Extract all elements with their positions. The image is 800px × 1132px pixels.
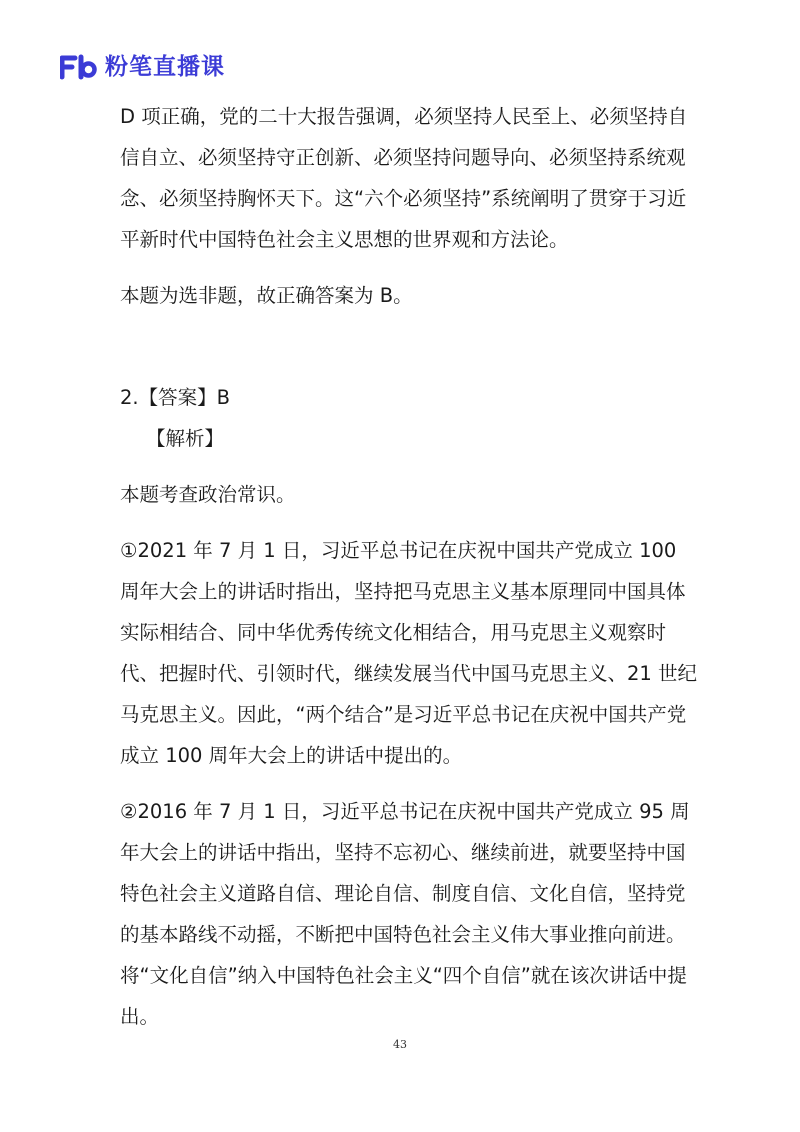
paragraph-option-d: D 项正确，党的二十大报告强调，必须坚持人民至上、必须坚持自信自立、必须坚持守正创新、必须坚持问题导向、必须坚持系统观念、必须坚持胸怀天下。这“六个必须坚持”系统阐明了贯穿于习近平新时代中国特色社会主义思想的世界观和方法论。 [120,105,688,251]
paragraph-item-1: ①2021 年 7 月 1 日，习近平总书记在庆祝中国共产党成立 100 周年大会上的讲话时指出，坚持把马克思主义基本原理同中国具体实际相结合、同中华优秀传统文化相结合，用马克思主义观察时代、把握时代、引领时代，继续发展当代中国马克思主义、21 世纪马克思主义。因此，“两个结合”是习近平总书记在庆祝中国共产党成立 100 周年大会上的讲话中提出的。 [120,539,698,767]
paragraph-topic: 本题考查政治常识。 [120,483,296,506]
paragraph-conclusion: 本题为选非题，故正确答案为 B。 [120,284,413,307]
brand-name: 粉笔直播课 [105,54,225,80]
fb-logo-icon [60,54,98,80]
document-body [120,96,700,1037]
answer-heading: 2.【答案】B [120,386,230,409]
analysis-heading: 【解析】 [146,427,225,450]
page-header [60,52,225,82]
page-number: 43 [393,1038,407,1051]
paragraph-item-2: ②2016 年 7 月 1 日，习近平总书记在庆祝中国共产党成立 95 周年大会上的讲话中指出，坚持不忘初心、继续前进，就要坚持中国特色社会主义道路自信、理论自信、制度自信、文化自信，坚持党的基本路线不动摇，不断把中国特色社会主义伟大事业推向前进。将“文化自信”纳入中国特色社会主义“四个自信”就在该次讲话中提出。 [120,800,690,1028]
